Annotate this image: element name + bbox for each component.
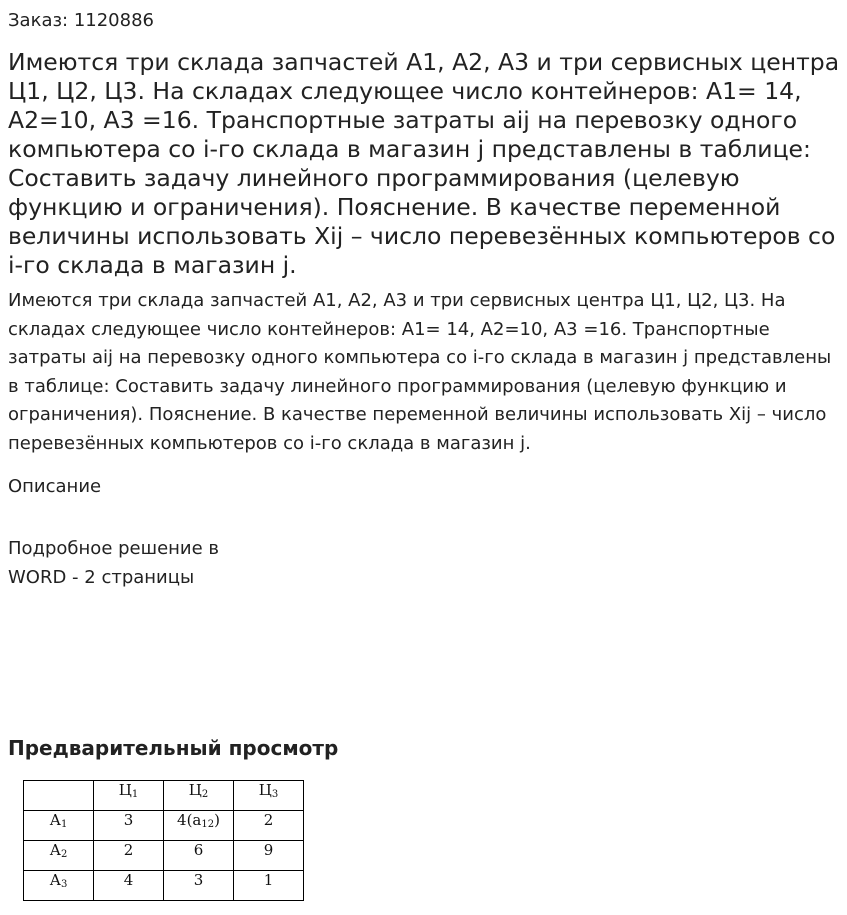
table-row-label: $А_1$	[24, 811, 94, 841]
table-corner-cell	[24, 781, 94, 811]
table-header-cell: $Ц_1$	[94, 781, 164, 811]
table-cell: 4	[94, 871, 164, 901]
table-cell: 2	[94, 841, 164, 871]
description-line-format: WORD - 2 страницы	[8, 567, 195, 588]
task-description: Имеются три склада запчастей А1, А2, А3 и три сервисных центра Ц1, Ц2, Ц3. На складах следующее число контейнеров: А1= 14, А2=10, А3 =16. Транспортные затраты aij на перевозку одного компьютера со i-го склада в магазин j представлены в таблице: Составить задачу линейного программирования (целевую функцию и ограничения). Пояснение. В качестве переменной величины использовать Xij – число перевезённых компьютеров со i-го склада в магазин j.	[8, 290, 832, 454]
table-cell: 1	[234, 871, 304, 901]
table-cell: 6	[164, 841, 234, 871]
preview-title: Предварительный просмотр	[8, 736, 339, 760]
table-cell: 3	[164, 871, 234, 901]
table-cell: 2	[234, 811, 304, 841]
table-row	[24, 841, 304, 871]
order-number: Заказ: 1120886	[8, 10, 154, 31]
table-cell: 3	[94, 811, 164, 841]
table-header-row	[24, 781, 304, 811]
table-cell: $4(a_{12})$	[164, 811, 234, 841]
description-label: Описание	[8, 476, 102, 497]
table-row	[24, 871, 304, 901]
table-header-cell: $Ц_2$	[164, 781, 234, 811]
task-title: Имеются три склада запчастей А1, А2, А3 и три сервисных центра Ц1, Ц2, Ц3. На складах следующее число контейнеров: А1= 14, А2=10, А3 =16. Транспортные затраты aij на перевозку одного компьютера со i-го склада в магазин j представлены в таблице: Составить задачу линейного программирования (целевую функцию и ограничения). Пояснение. В качестве переменной величины использовать Xij – число перевезённых компьютеров со i-го склада в магазин j.	[8, 48, 840, 279]
cost-table	[23, 780, 304, 901]
table-row-label: $А_2$	[24, 841, 94, 871]
table-row	[24, 811, 304, 841]
table-row-label: $А_3$	[24, 871, 94, 901]
table-header-cell: $Ц_3$	[234, 781, 304, 811]
description-line-solution: Подробное решение в	[8, 538, 220, 559]
table-cell: 9	[234, 841, 304, 871]
